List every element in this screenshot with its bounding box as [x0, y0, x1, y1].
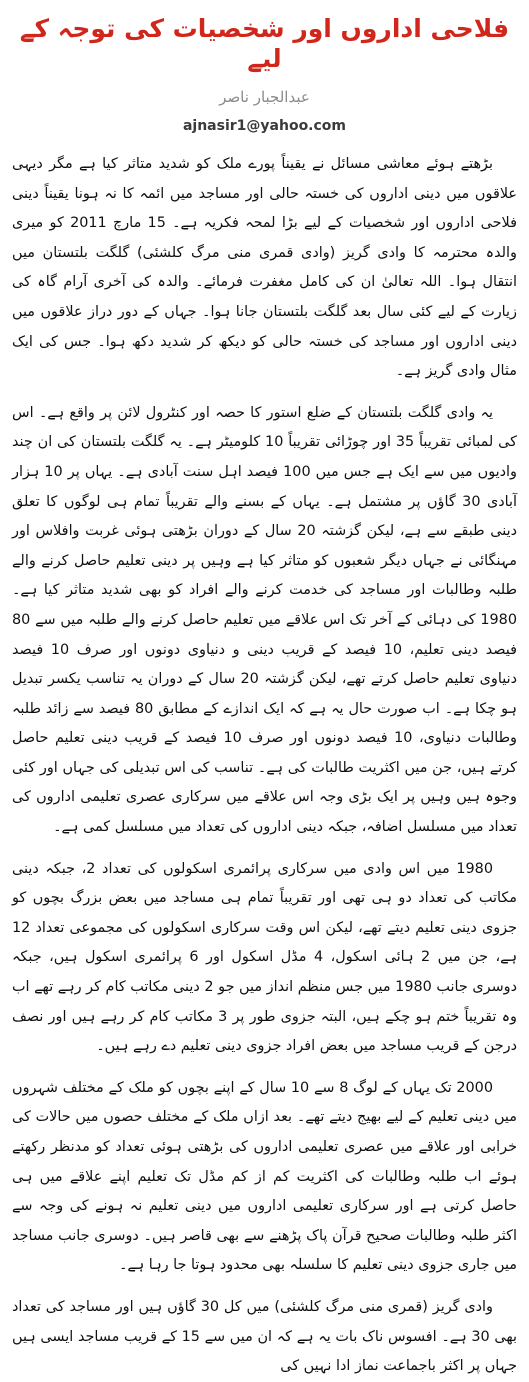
paragraph-5: وادی گریز (قمری منی مرگ کلشئی) میں کل 30 گاؤں ہیں اور مساجد کی تعداد بھی 30 ہے۔ افسوس ناک بات یہ ہے کہ ان میں سے 15 کے قریب مساجد ایسی ہیں جہاں پر اکثر باجماعت نماز ادا نہیں کی [12, 1298, 517, 1375]
article-title: فلاحی اداروں اور شخصیات کی توجہ کے لیے [19, 14, 510, 73]
paragraph-2: یہ وادی گلگت بلتستان کے ضلع استور کا حصہ اور کنٹرول لائن پر واقع ہے۔ اس کی لمبائی تقریباً 35 اور چوڑائی تقریباً 10 کلومیٹر ہے۔ یہ گلگت بلتستان کی ان چند وادیوں میں سے ایک ہے جس میں 100 فیصد اہل سنت آبادی ہے۔ یہاں پر 10 ہزار آبادی 30 گاؤں پر مشتمل ہے۔ یہاں کے بسنے والے تقریباً تمام ہی لوگوں کا تعلق دینی طبقے سے ہے، لیکن گزشتہ 20 سال کے دوران بڑھتی ہوئی غربت وافلاس اور مہنگائی نے جہاں دیگر شعبوں کو متاثر کیا ہے وہیں پر دینی تعلیم حاصل کرنے والے طلبہ وطالبات اور مساجد کی خدمت کرنے والے افراد کو بھی شدید متاثر کیا ہے۔ 1980 کی دہائی کے آخر تک اس علاقے میں تعلیم حاصل کرنے والے طلبہ میں سے 80 فیصد دینی تعلیم، 10 فیصد کے قریب دینی و دنیاوی دونوں اور صرف 10 فیصد دنیاوی تعلیم حاصل کرتے تھے، لیکن گزشتہ 20 سال کے دوران یہ تناسب یکسر تبدیل ہو چکا ہے۔ اب صورت حال یہ ہے کہ ایک اندازے کے مطابق 80 فیصد سے زائد طلبہ وطالبات دنیاوی، 10 فیصد دونوں اور صرف 10 فیصد کے قریب دینی تعلیم حاصل کرتے ہیں، جن میں اکثریت طالبات کی ہے۔ تناسب کی اس تبدیلی کی جہاں اور کئی وجوہ ہیں وہیں پر ایک بڑی وجہ اس علاقے میں سرکاری عصری تعلیمی اداروں کی تعداد میں مسلسل اضافہ، جبکہ دینی اداروں کی تعداد میں مسلسل کمی ہے۔ [12, 404, 518, 836]
paragraph-1: بڑھتے ہوئے معاشی مسائل نے یقیناً پورے ملک کو شدید متاثر کیا ہے مگر دیہی علاقوں میں دینی اداروں کی خستہ حالی اور مساجد میں ائمہ کا نہ ہونا یقیناً دینی فلاحی اداروں اور شخصیات کے لیے بڑا لمحہ فکریہ ہے۔ 15 مارچ 2011 کو میری والدہ محترمہ کا وادی گریز (وادی قمری منی مرگ کلشئی) گلگت بلتستان میں انتقال ہوا۔ اللہ تعالیٰ ان کی کامل مغفرت فرمائے۔ والدہ کی آخری آرام گاہ کی زیارت کے لیے کئی سال بعد گلگت بلتستان جانا ہوا۔ جہاں کے دور دراز علاقوں میں دینی اداروں اور مساجد کی خستہ حالی کو دیکھ کر شدید دکھ ہوا۔ جس کی ایک مثال وادی گریز ہے۔ [12, 156, 517, 380]
paragraph-4: 2000 تک یہاں کے لوگ 8 سے 10 سال کے اپنے بچوں کو ملک کے مختلف شہروں میں دینی تعلیم کے لیے بھیج دیتے تھے۔ بعد ازاں ملک کے مختلف حصوں میں حالات کی خرابی اور علاقے میں عصری تعلیمی اداروں کی بڑھتی ہوئی تعداد کو مدنظر رکھتے ہوئے اب طلبہ وطالبات کی اکثریت کم از کم مڈل تک تعلیم اپنے علاقے میں ہی حاصل کرتی ہے اور سرکاری تعلیمی اداروں میں دینی تعلیم نہ ہونے کی وجہ سے اکثر طلبہ وطالبات صحیح قرآن پاک پڑھنے سے بھی قاصر ہیں۔ دوسری جانب مساجد میں جاری جزوی دینی تعلیم کا سلسلہ بھی محدود ہوتا جا رہا ہے۔ [12, 1079, 517, 1274]
paragraph-3: 1980 میں اس وادی میں سرکاری پرائمری اسکولوں کی تعداد 2، جبکہ دینی مکاتب کی تعداد دو ہی تھی اور تقریباً تمام ہی مساجد میں بعض بزرگ بچوں کو جزوی دینی تعلیم دیتے تھے، لیکن اس وقت سرکاری اسکولوں کی مجموعی تعداد 12 ہے، جن میں 2 ہائی اسکول، 4 مڈل اسکول اور 6 پرائمری اسکول ہیں، جبکہ دوسری جانب 1980 میں جس منظم انداز میں جو 2 دینی مکاتب کام کر رہے تھے اب وہ تقریباً ختم ہو چکے ہیں، البتہ جزوی طور پر 3 مکاتب کام کر رہے ہیں اور نصف درجن کے قریب مساجد میں بعض افراد جزوی دینی تعلیم دے رہے ہیں۔ [12, 860, 518, 1055]
author-name: عبدالجبار ناصر [219, 88, 310, 106]
author-email: ajnasir1@yahoo.com [182, 118, 347, 134]
article-body [0, 134, 529, 1382]
